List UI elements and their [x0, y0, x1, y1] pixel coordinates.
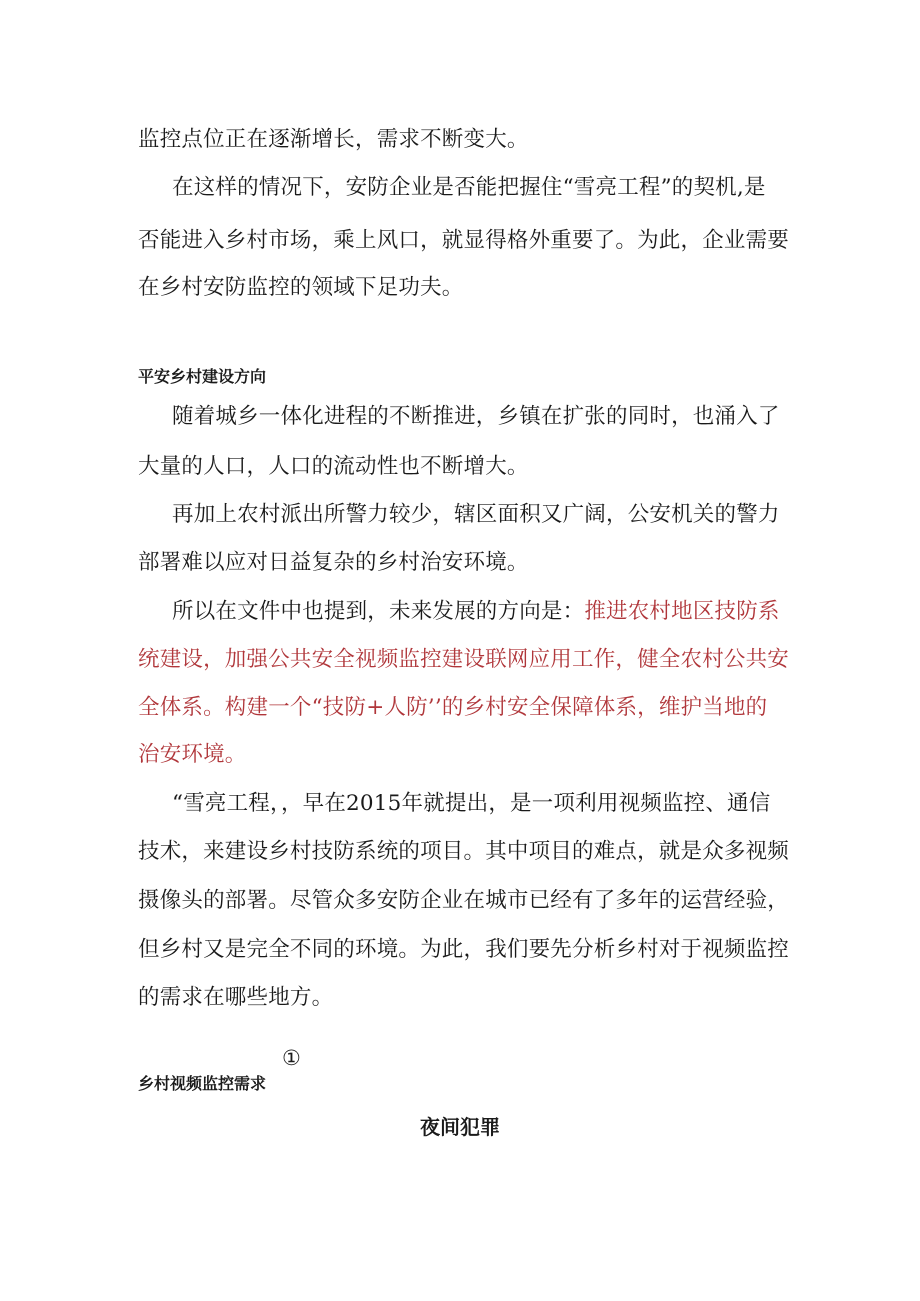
highlighted-text: 推进农村地区技防系: [584, 599, 780, 624]
paragraph-line: 否能进入乡村市场，乘上风口，就显得格外重要了。为此，企业需要: [138, 228, 790, 253]
section-heading: 平安乡村建设方向: [138, 367, 267, 386]
section-heading: 乡村视频监控需求: [138, 1074, 267, 1093]
paragraph-line: “雪亮工程，，早在2015年就提出，是一项利用视频监控、通信: [172, 791, 771, 816]
highlighted-line: 全体系。构建一个“技防+人防’’的乡村安全保障体系，维护当地的: [138, 695, 768, 720]
paragraph-line: 在这样的情况下，安防企业是否能把握住“雪亮工程”的契机,是: [172, 175, 766, 200]
highlighted-line: 统建设，加强公共安全视频监控建设联网应用工作，健全农村公共安: [138, 647, 790, 672]
paragraph-line: 大量的人口，人口的流动性也不断增大。: [138, 454, 529, 479]
paragraph-line: 部署难以应对日益复杂的乡村治安环境。: [138, 550, 529, 575]
paragraph-line: 但乡村又是完全不同的环境。为此，我们要先分析乡村对于视频监控: [138, 937, 790, 962]
section-title: 夜间犯罪: [420, 1115, 500, 1139]
highlighted-line: 治安环境。: [138, 742, 247, 767]
paragraph-text: 所以在文件中也提到，未来发展的方向是：: [172, 599, 585, 624]
list-marker: ①: [282, 1046, 301, 1070]
paragraph-line: 随着城乡一体化进程的不断推进，乡镇在扩张的同时，也涌入了: [172, 404, 780, 429]
paragraph-line: 摄像头的部署。尽管众多安防企业在城市已经有了多年的运营经验，: [138, 888, 790, 913]
paragraph-line: [172, 597, 780, 627]
paragraph-line: 监控点位正在逐渐增长，需求不断变大。: [138, 127, 529, 152]
paragraph-line: 的需求在哪些地方。: [138, 985, 334, 1010]
paragraph-line: 技术，来建设乡村技防系统的项目。其中项目的难点，就是众多视频: [138, 839, 790, 864]
paragraph-line: 在乡村安防监控的领域下足功夫。: [138, 275, 464, 300]
paragraph-line: 再加上农村派出所警力较少，辖区面积又广阔，公安机关的警力: [172, 502, 780, 527]
